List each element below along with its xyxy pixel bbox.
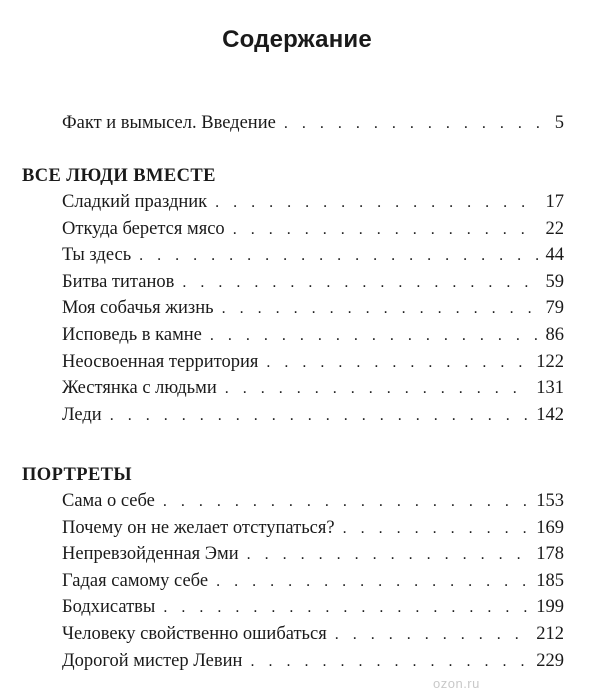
dot-leader [215, 194, 537, 212]
watermark-text: ozon.ru [433, 676, 480, 691]
toc-entry-title: Бодхисатвы [62, 597, 156, 618]
dot-leader [233, 221, 538, 239]
toc-entry-title: Ты здесь [62, 245, 132, 266]
toc-row [62, 245, 564, 272]
toc-entry-title: Неосвоенная территория [62, 351, 259, 372]
toc-row [62, 325, 564, 352]
toc-row [62, 597, 564, 624]
toc-row [62, 571, 564, 598]
dot-leader [335, 626, 529, 644]
toc-row [62, 651, 564, 678]
toc-entry-title: Человеку свойственно ошибаться [62, 623, 327, 644]
dot-leader [163, 493, 528, 511]
toc-entry-page: 59 [545, 271, 564, 292]
toc-entry-title: Дорогой мистер Левин [62, 650, 243, 671]
toc-row [62, 272, 564, 299]
dot-leader [216, 573, 528, 591]
toc-entry-title: Сама о себе [62, 491, 155, 511]
toc-entry-page: 122 [536, 351, 564, 372]
toc-entry-page: 229 [536, 650, 564, 671]
dot-leader [284, 115, 542, 133]
toc-entry-title: Леди [62, 404, 102, 425]
toc-entry-title: Жестянка с людьми [62, 378, 217, 399]
toc-entry-title: Откуда берется мясо [62, 218, 225, 239]
toc-entry-page: 199 [536, 597, 564, 618]
toc-row [62, 405, 564, 432]
dot-leader [139, 247, 537, 265]
toc-entry-page: 212 [536, 623, 564, 644]
section-entries-2 [62, 491, 564, 677]
dot-leader [210, 327, 538, 345]
toc-entry-title: Моя собачья жизнь [62, 298, 214, 319]
dot-leader [250, 653, 528, 671]
toc-entry-page: 86 [545, 324, 564, 345]
page-title: Содержание [222, 26, 372, 53]
toc-row [62, 378, 564, 405]
toc-entry-page: 44 [545, 245, 564, 266]
toc-entry-page: 5 [554, 113, 564, 133]
toc-entry-title: Почему он не желает отступаться? [62, 517, 335, 538]
toc-entry-title: Гадая самому себе [62, 570, 209, 591]
toc-entry-page: 131 [536, 378, 564, 399]
dot-leader [343, 520, 529, 538]
toc-entry-page: 185 [536, 570, 564, 591]
toc-entry-page: 178 [536, 544, 564, 565]
dot-leader [247, 546, 529, 564]
toc-row [62, 219, 564, 246]
toc-entry-title: Сладкий праздник [62, 192, 208, 212]
toc-entry-title: Факт и вымысел. Введение [62, 113, 276, 133]
section-header-portrety: ПОРТРЕТЫ [22, 465, 132, 485]
toc-row [62, 352, 564, 379]
toc-row [62, 298, 564, 325]
dot-leader [222, 300, 538, 318]
dot-leader [266, 354, 528, 372]
toc-row [62, 491, 564, 518]
section-entries-1 [62, 192, 564, 431]
section-header-vse-lyudi-vmeste: ВСЕ ЛЮДИ ВМЕСТЕ [22, 166, 216, 186]
dot-leader [182, 274, 537, 292]
toc-entry-page: 79 [545, 298, 564, 319]
toc-intro-entry [62, 113, 564, 140]
dot-leader [225, 380, 529, 398]
toc-entry-title: Исповедь в камне [62, 324, 202, 345]
dot-leader [110, 407, 529, 425]
toc-row [62, 113, 564, 140]
toc-row [62, 544, 564, 571]
dot-leader [163, 599, 528, 617]
toc-entry-page: 169 [536, 517, 564, 538]
toc-entry-page: 142 [536, 404, 564, 425]
toc-entry-page: 22 [545, 218, 564, 239]
toc-entry-title: Непревзойденная Эми [62, 544, 239, 565]
toc-entry-page: 153 [536, 491, 564, 511]
toc-entry-title: Битва титанов [62, 271, 175, 292]
toc-row [62, 518, 564, 545]
toc-row [62, 624, 564, 651]
toc-entry-page: 17 [545, 192, 564, 212]
toc-row [62, 192, 564, 219]
